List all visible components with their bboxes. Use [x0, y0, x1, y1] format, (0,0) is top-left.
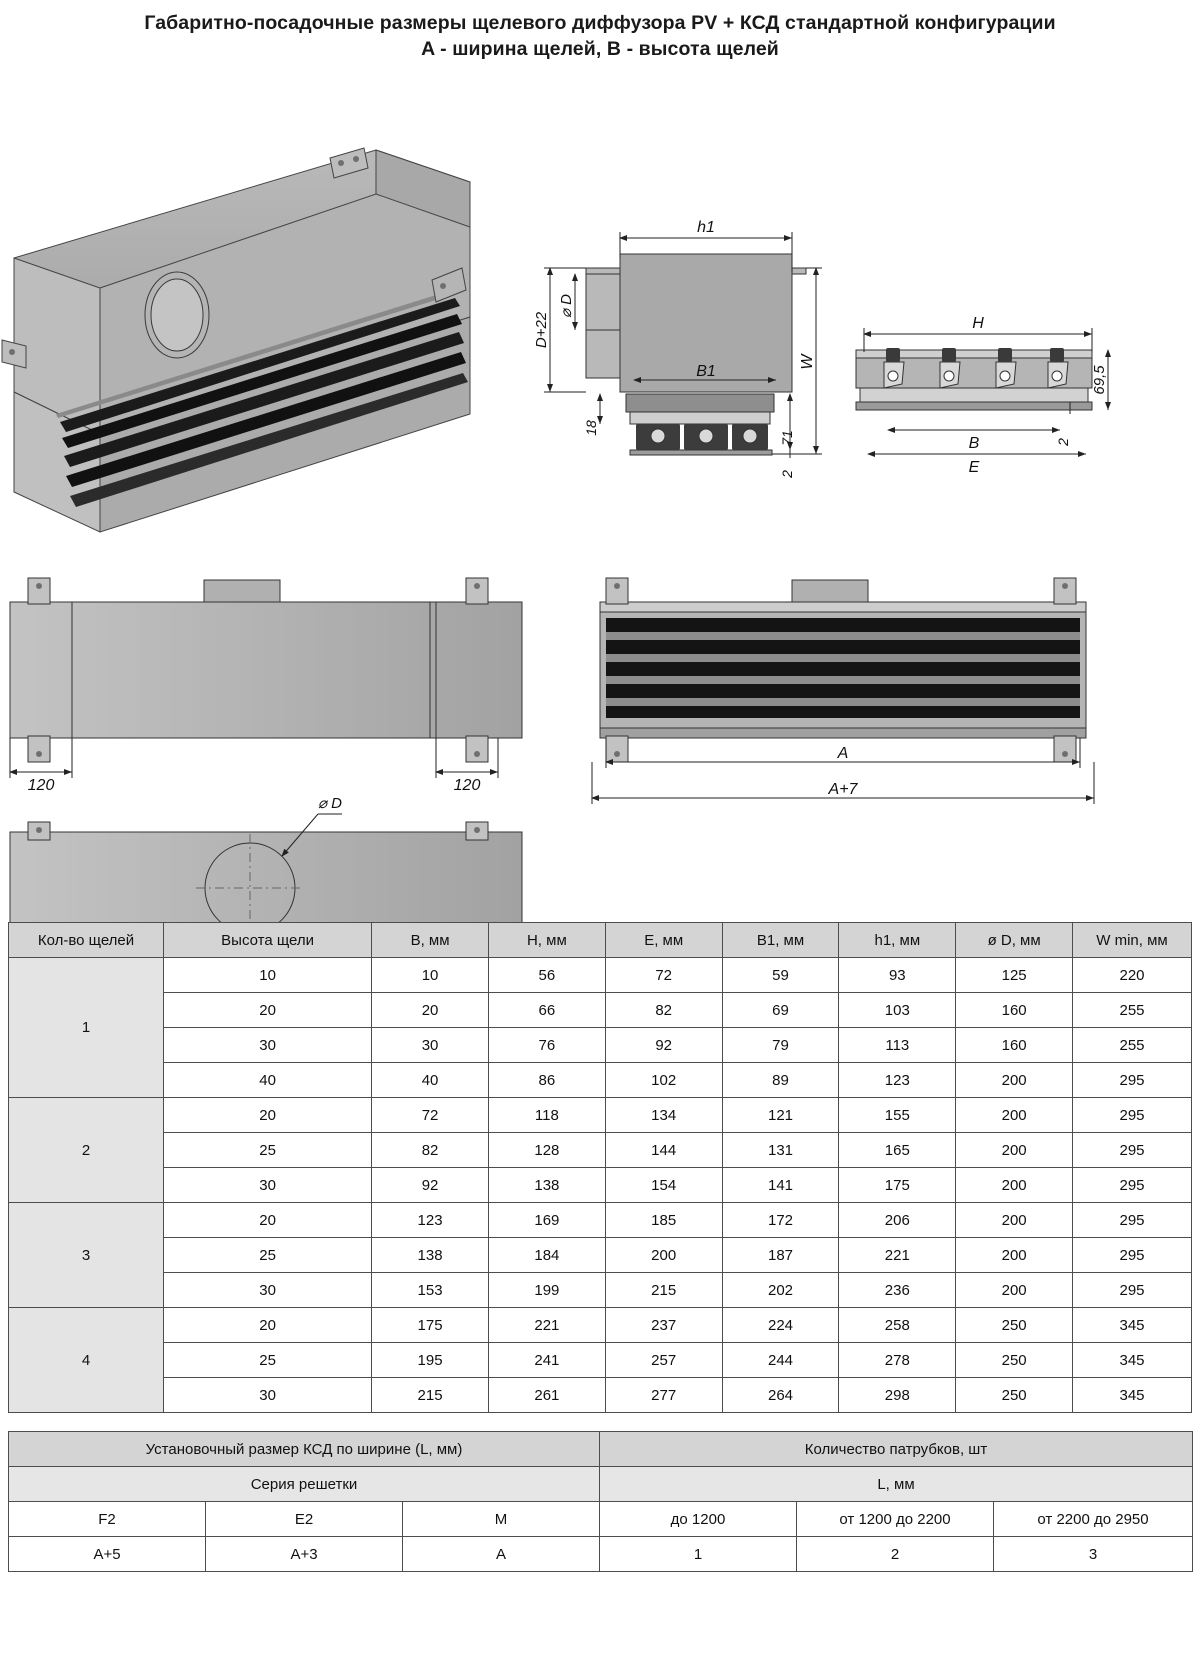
- page-title: [0, 0, 1200, 62]
- series-m: M: [403, 1502, 600, 1537]
- cell-wmin: 295: [1073, 1063, 1192, 1098]
- cell-b1: 121: [722, 1098, 839, 1133]
- col-header-b: B, мм: [372, 923, 489, 958]
- svg-text:69,5: 69,5: [1091, 365, 1108, 395]
- cell-b1: 224: [722, 1308, 839, 1343]
- cell-b1: 59: [722, 958, 839, 993]
- cell-h: 221: [488, 1308, 605, 1343]
- table-row: [9, 1098, 1192, 1133]
- value-m: A: [403, 1537, 600, 1572]
- cell-e: 200: [605, 1238, 722, 1273]
- cell-h1: 206: [839, 1203, 956, 1238]
- col-header-wmin: W min, мм: [1073, 923, 1192, 958]
- group-count: 1: [9, 958, 164, 1098]
- cell-e: 257: [605, 1343, 722, 1378]
- cell-b: 10: [372, 958, 489, 993]
- col-header-b1: B1, мм: [722, 923, 839, 958]
- cell-h: 138: [488, 1168, 605, 1203]
- cell-h1: 123: [839, 1063, 956, 1098]
- cell-h1: 278: [839, 1343, 956, 1378]
- cell-slot-height: 30: [164, 1273, 372, 1308]
- cell-h: 56: [488, 958, 605, 993]
- cell-h1: 221: [839, 1238, 956, 1273]
- table-row: [9, 958, 1192, 993]
- range-2: от 1200 до 2200: [797, 1502, 994, 1537]
- group-count: 4: [9, 1308, 164, 1413]
- col-header-h: H, мм: [488, 923, 605, 958]
- table-row: [9, 1063, 1192, 1098]
- cell-b: 153: [372, 1273, 489, 1308]
- cell-b: 138: [372, 1238, 489, 1273]
- cell-b1: 131: [722, 1133, 839, 1168]
- svg-text:2: 2: [1055, 438, 1071, 446]
- cell-slot-height: 25: [164, 1133, 372, 1168]
- cell-wmin: 295: [1073, 1238, 1192, 1273]
- subheader-l-mm: L, мм: [600, 1467, 1193, 1502]
- header-spigot-count: Количество патрубков, шт: [600, 1432, 1193, 1467]
- cell-h: 169: [488, 1203, 605, 1238]
- technical-drawings: [0, 62, 1200, 922]
- col-header-e: E, мм: [605, 923, 722, 958]
- cell-slot-height: 10: [164, 958, 372, 993]
- cell-wmin: 295: [1073, 1203, 1192, 1238]
- cell-slot-height: 20: [164, 1098, 372, 1133]
- svg-text:18: 18: [583, 420, 599, 436]
- cell-e: 102: [605, 1063, 722, 1098]
- value-count-2: 2: [797, 1537, 994, 1572]
- svg-text:W: W: [799, 354, 816, 370]
- table-row: [9, 1502, 1193, 1537]
- install-size-table: [8, 1431, 1193, 1572]
- cell-wmin: 295: [1073, 1168, 1192, 1203]
- table-row: [9, 1308, 1192, 1343]
- value-e2: A+3: [206, 1537, 403, 1572]
- cell-slot-height: 30: [164, 1378, 372, 1413]
- table-row: [9, 1238, 1192, 1273]
- table-row: [9, 1537, 1193, 1572]
- drawings-svg: [0, 62, 1200, 922]
- cell-b: 30: [372, 1028, 489, 1063]
- table-row: [9, 1168, 1192, 1203]
- cell-d: 200: [956, 1273, 1073, 1308]
- cell-e: 154: [605, 1168, 722, 1203]
- cell-wmin: 255: [1073, 1028, 1192, 1063]
- cell-h1: 155: [839, 1098, 956, 1133]
- cell-b1: 79: [722, 1028, 839, 1063]
- cell-b1: 69: [722, 993, 839, 1028]
- series-f2: F2: [9, 1502, 206, 1537]
- table-row: [9, 993, 1192, 1028]
- cell-h: 261: [488, 1378, 605, 1413]
- cell-slot-height: 25: [164, 1238, 372, 1273]
- cell-d: 200: [956, 1238, 1073, 1273]
- table-row: [9, 1432, 1193, 1467]
- cell-h: 241: [488, 1343, 605, 1378]
- cell-slot-height: 25: [164, 1343, 372, 1378]
- table-row: [9, 1467, 1193, 1502]
- cell-d: 200: [956, 1133, 1073, 1168]
- group-count: 2: [9, 1098, 164, 1203]
- cell-slot-height: 40: [164, 1063, 372, 1098]
- cell-d: 200: [956, 1168, 1073, 1203]
- range-1: до 1200: [600, 1502, 797, 1537]
- cell-slot-height: 30: [164, 1168, 372, 1203]
- table-row: [9, 1133, 1192, 1168]
- cell-wmin: 295: [1073, 1098, 1192, 1133]
- svg-text:B1: B1: [696, 363, 716, 380]
- group-count: 3: [9, 1203, 164, 1308]
- cell-d: 200: [956, 1063, 1073, 1098]
- cell-wmin: 255: [1073, 993, 1192, 1028]
- col-header-d: ø D, мм: [956, 923, 1073, 958]
- cell-b: 215: [372, 1378, 489, 1413]
- tables-section: [0, 922, 1200, 1572]
- cell-h1: 103: [839, 993, 956, 1028]
- svg-text:A+7: A+7: [828, 781, 858, 798]
- cell-b1: 202: [722, 1273, 839, 1308]
- cell-wmin: 220: [1073, 958, 1192, 993]
- cell-b: 123: [372, 1203, 489, 1238]
- dimensions-table: [8, 922, 1192, 1413]
- table-row: [9, 1028, 1192, 1063]
- cell-e: 134: [605, 1098, 722, 1133]
- grille-section-view: [856, 315, 1108, 476]
- title-line-2: A - ширина щелей, B - высота щелей: [421, 38, 779, 60]
- cell-b1: 141: [722, 1168, 839, 1203]
- cell-h: 86: [488, 1063, 605, 1098]
- svg-text:120: 120: [453, 777, 481, 794]
- cell-b: 175: [372, 1308, 489, 1343]
- cell-h1: 175: [839, 1168, 956, 1203]
- cell-h: 118: [488, 1098, 605, 1133]
- cell-b1: 187: [722, 1238, 839, 1273]
- cell-b1: 89: [722, 1063, 839, 1098]
- cell-wmin: 295: [1073, 1273, 1192, 1308]
- cell-slot-height: 20: [164, 993, 372, 1028]
- svg-text:⌀ D: ⌀ D: [558, 293, 575, 319]
- cell-e: 92: [605, 1028, 722, 1063]
- table-row: [9, 1203, 1192, 1238]
- isometric-view: [2, 148, 470, 532]
- svg-text:B: B: [968, 435, 980, 452]
- cell-e: 185: [605, 1203, 722, 1238]
- cell-h: 128: [488, 1133, 605, 1168]
- cell-e: 82: [605, 993, 722, 1028]
- table-row: [9, 1343, 1192, 1378]
- table-row: [9, 1378, 1192, 1413]
- col-header-h1: h1, мм: [839, 923, 956, 958]
- cell-h1: 236: [839, 1273, 956, 1308]
- cell-h1: 298: [839, 1378, 956, 1413]
- top-view: [10, 795, 522, 922]
- cell-wmin: 295: [1073, 1133, 1192, 1168]
- cell-b: 40: [372, 1063, 489, 1098]
- cell-h: 199: [488, 1273, 605, 1308]
- cell-h1: 113: [839, 1028, 956, 1063]
- cell-d: 250: [956, 1343, 1073, 1378]
- cell-b: 72: [372, 1098, 489, 1133]
- table-row: [9, 1273, 1192, 1308]
- header-install-size: Установочный размер КСД по ширине (L, мм): [9, 1432, 600, 1467]
- side-section-view: [533, 219, 822, 479]
- cell-slot-height: 20: [164, 1308, 372, 1343]
- cell-h1: 258: [839, 1308, 956, 1343]
- cell-b1: 172: [722, 1203, 839, 1238]
- value-f2: A+5: [9, 1537, 206, 1572]
- cell-d: 160: [956, 1028, 1073, 1063]
- cell-h: 66: [488, 993, 605, 1028]
- series-e2: E2: [206, 1502, 403, 1537]
- svg-text:H: H: [972, 315, 984, 332]
- cell-e: 277: [605, 1378, 722, 1413]
- cell-h: 184: [488, 1238, 605, 1273]
- cell-b: 82: [372, 1133, 489, 1168]
- col-header-count: Кол-во щелей: [9, 923, 164, 958]
- cell-b: 20: [372, 993, 489, 1028]
- cell-d: 125: [956, 958, 1073, 993]
- cell-d: 250: [956, 1378, 1073, 1413]
- range-3: от 2200 до 2950: [994, 1502, 1193, 1537]
- cell-h1: 165: [839, 1133, 956, 1168]
- front-view: [10, 578, 522, 794]
- title-line-1: Габаритно-посадочные размеры щелевого диффузора PV + КСД стандартной конфигурации: [144, 12, 1056, 34]
- cell-e: 237: [605, 1308, 722, 1343]
- svg-text:E: E: [968, 459, 980, 476]
- cell-d: 200: [956, 1098, 1073, 1133]
- cell-b: 195: [372, 1343, 489, 1378]
- cell-d: 200: [956, 1203, 1073, 1238]
- svg-text:⌀ D: ⌀ D: [317, 795, 343, 812]
- cell-e: 72: [605, 958, 722, 993]
- svg-text:A: A: [837, 745, 849, 762]
- cell-slot-height: 30: [164, 1028, 372, 1063]
- cell-d: 250: [956, 1308, 1073, 1343]
- value-count-1: 1: [600, 1537, 797, 1572]
- svg-text:2: 2: [779, 470, 795, 478]
- table-header-row: [9, 923, 1192, 958]
- svg-text:71: 71: [779, 430, 795, 446]
- col-header-slot-height: Высота щели: [164, 923, 372, 958]
- cell-h: 76: [488, 1028, 605, 1063]
- cell-d: 160: [956, 993, 1073, 1028]
- cell-b1: 264: [722, 1378, 839, 1413]
- cell-e: 144: [605, 1133, 722, 1168]
- value-count-3: 3: [994, 1537, 1193, 1572]
- cell-e: 215: [605, 1273, 722, 1308]
- cell-slot-height: 20: [164, 1203, 372, 1238]
- cell-wmin: 345: [1073, 1378, 1192, 1413]
- slot-face-view: [592, 578, 1094, 804]
- subheader-grille-series: Серия решетки: [9, 1467, 600, 1502]
- cell-b1: 244: [722, 1343, 839, 1378]
- cell-b: 92: [372, 1168, 489, 1203]
- svg-text:D+22: D+22: [533, 311, 550, 349]
- cell-wmin: 345: [1073, 1343, 1192, 1378]
- svg-text:120: 120: [27, 777, 55, 794]
- cell-h1: 93: [839, 958, 956, 993]
- cell-wmin: 345: [1073, 1308, 1192, 1343]
- svg-text:h1: h1: [697, 219, 715, 236]
